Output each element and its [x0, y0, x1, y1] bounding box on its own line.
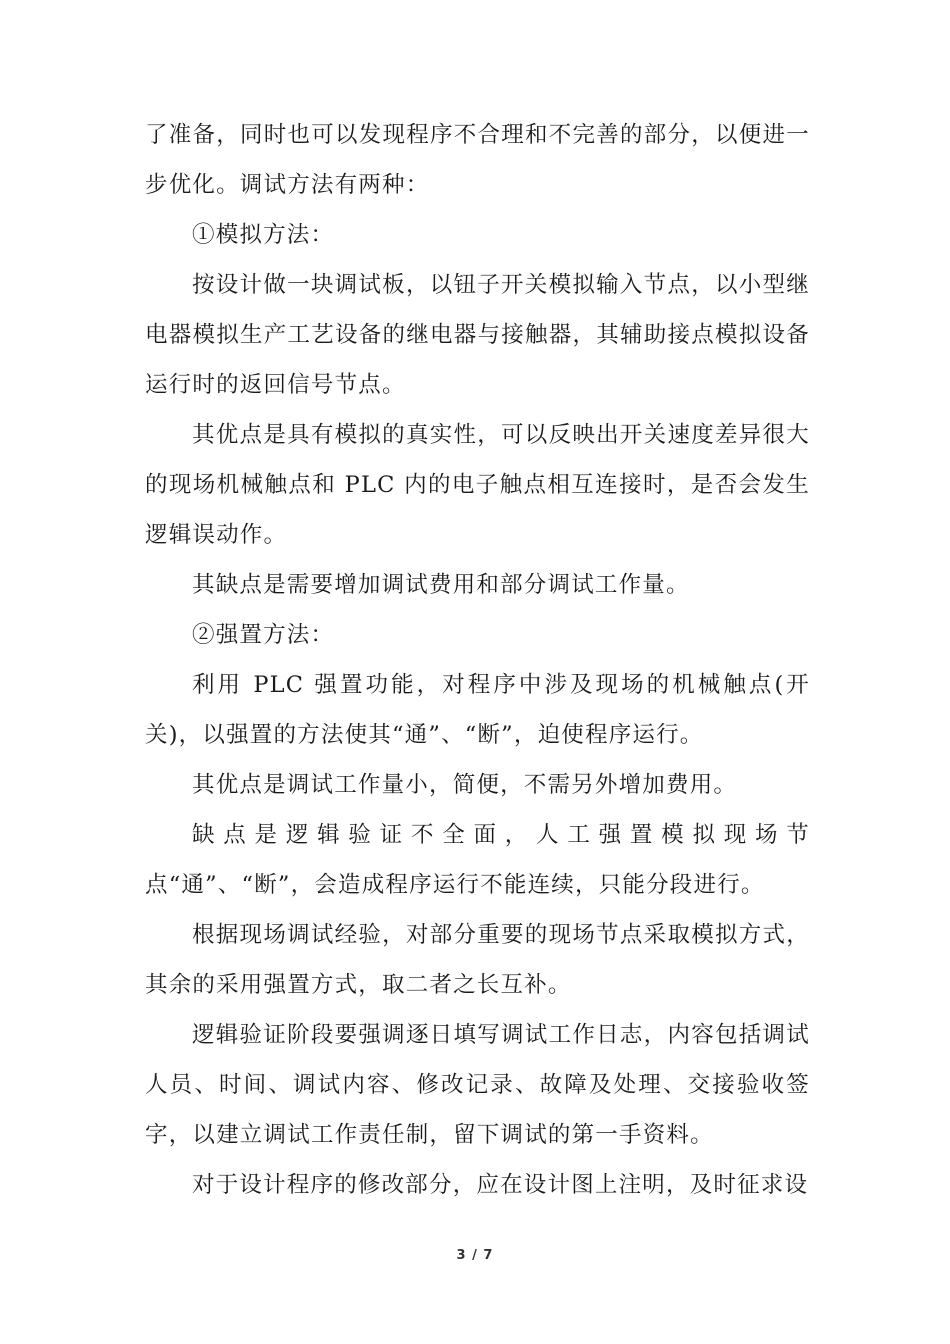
- paragraph-10: 根据现场调试经验，对部分重要的现场节点采取模拟方式，其余的采用强置方式，取二者之长互补。: [145, 922, 810, 998]
- paragraph-7: 利用 PLC 强置功能，对程序中涉及现场的机械触点(开关)，以强置的方法使其“通”、“断”，迫使程序运行。: [145, 672, 810, 748]
- paragraph-12: 对于设计程序的修改部分，应在设计图上注明，及时征求设: [192, 1172, 809, 1198]
- paragraph-9: 缺点是逻辑验证不全面，人工强置模拟现场节点“通”、“断”，会造成程序运行不能连续，只能分段进行。: [145, 822, 810, 898]
- paragraph-1: 了准备，同时也可以发现程序不合理和不完善的部分，以便进一步优化。调试方法有两种：: [145, 122, 810, 198]
- paragraph-4: 其优点是具有模拟的真实性，可以反映出开关速度差异很大的现场机械触点和 PLC 内的电子触点相互连接时，是否会发生逻辑误动作。: [145, 422, 810, 548]
- paragraph-11: 逻辑验证阶段要强调逐日填写调试工作日志，内容包括调试人员、时间、调试内容、修改记录、故障及处理、交接验收签字，以建立调试工作责任制，留下调试的第一手资料。: [145, 1022, 810, 1148]
- paragraph-8: 其优点是调试工作量小，简便，不需另外增加费用。: [192, 772, 738, 798]
- page-number: 3 / 7: [456, 1248, 494, 1263]
- paragraph-3: 按设计做一块调试板，以钮子开关模拟输入节点，以小型继电器模拟生产工艺设备的继电器与接触器，其辅助接点模拟设备运行时的返回信号节点。: [145, 272, 810, 398]
- paragraph-2: ①模拟方法：: [192, 222, 335, 248]
- paragraph-5: 其缺点是需要增加调试费用和部分调试工作量。: [192, 572, 690, 598]
- paragraph-6: ②强置方法：: [192, 622, 335, 648]
- document-body: [145, 110, 810, 1210]
